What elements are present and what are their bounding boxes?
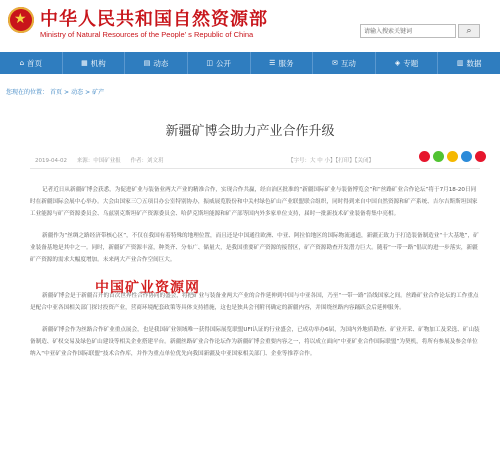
share-weibo-icon[interactable] bbox=[419, 151, 430, 162]
nav-item-home[interactable]: ⌂ 首页 bbox=[0, 52, 63, 74]
nav-item-interact[interactable]: ✉ 互动 bbox=[313, 52, 376, 74]
search-button[interactable] bbox=[458, 24, 480, 38]
building-icon: ▦ bbox=[81, 59, 88, 67]
article-paragraph: 新疆作为“丝绸之路经济带核心区”，不仅在我国有着特殊的地理位置，而且还是中国通往欧洲、中亚、阿拉伯地区的国际物流通道，新疆正致力于打造装备制造业“十大基地”，矿业装备基地是其中之一。同时，新疆矿产资源丰富，种类齐、分布广、储量大，是我国重要矿产资源的接替区，矿产资源勘查开发潜力巨大。随着“一带一路”倡议的进一步落实，新疆矿产资源的需求大幅度增加。未来两大产业合作空间巨大。 bbox=[30, 233, 479, 263]
nav-item-news[interactable]: ▤ 动态 bbox=[125, 52, 188, 74]
article-date: 2019-04-02 bbox=[35, 158, 67, 164]
article-paragraph: 记者近日从新疆矿博会获悉，为促进矿业与装备业两大产业的精准合作，实现合作共赢，经自治区批准的“新疆国际矿业与装备博览会”和“丝路矿业合作论坛”将于7月18-20日同时在新疆国际会展中心举办。大会由国家三〇五项目办公室特别协办，振威展览股份和中关村绿色矿山产业联盟联合组织，同时得到来自中国自然资源和矿产系统、吉尔吉斯斯坦国家工业能源与矿产资源委员会、乌兹别克斯坦矿产资源委员会、哈萨克斯坦能源和矿产部等国内外多家单位支持，届时一批新技术矿业装备将集中亮相。 bbox=[30, 187, 478, 217]
divider bbox=[30, 168, 480, 169]
watermark: 中国矿业资源网 bbox=[95, 280, 200, 296]
site-subtitle: Ministry of Natural Resources of the People' s Republic of China bbox=[40, 30, 254, 39]
article-paragraph: 新疆矿博会是于新疆召开的首次世界性合作协同的盛会，将把矿业与装备业两大产业的合作延伸到中国与中亚各国，乃至“一带一路”沿线国家之间。丝路矿业合作论坛的工作重点是配合中亚各国相关部门探讨投资产业，营商环境配套政策等具体支持措施，这也是独具会刊附刊确定的新疆内容，并围绕丝路内容踊跃会后延伸服务。 bbox=[30, 293, 479, 311]
nav-item-service[interactable]: ☰ 服务 bbox=[251, 52, 314, 74]
home-icon: ⌂ bbox=[19, 59, 25, 67]
share-tencent-icon[interactable] bbox=[461, 151, 472, 162]
breadcrumb-home[interactable]: 首页 bbox=[50, 89, 63, 96]
nav-item-topic[interactable]: ◈ 专题 bbox=[376, 52, 439, 74]
article-tools[interactable]: 【字号：大 中 小】【打印】【关闭】 bbox=[288, 158, 374, 164]
chat-icon: ✉ bbox=[332, 59, 338, 67]
article-meta bbox=[35, 156, 172, 164]
article-source: 来源：中国矿业报 bbox=[76, 158, 121, 164]
main-nav bbox=[0, 52, 500, 74]
site-header bbox=[0, 0, 500, 52]
topic-icon: ◈ bbox=[394, 59, 401, 67]
share-renren-icon[interactable] bbox=[475, 151, 486, 162]
share-qzone-icon[interactable] bbox=[447, 151, 458, 162]
breadcrumb: 您现在的位置： 首页 > 动态 > 矿产 bbox=[6, 89, 105, 96]
nav-item-org[interactable]: ▦ 机构 bbox=[63, 52, 126, 74]
article-paragraph: 新疆矿博会作为丝路合作矿业重点展会，也是我国矿业领域唯一获得国际展览联盟UFI认证的行业盛会，已成功举办6届，为国内外地质勘查、矿业开采、矿物加工及采选、矿山装备制造、矿权交易及绿色矿山建设等相关企业搭建平台。新疆丝路矿业合作论坛作为新疆矿博会重要内容之一，将以成立面向“中亚矿业合作国际联盟”为契机，将所有参展及参会单位纳入“中亚矿业合作国际联盟”技术合作库，并作为重点单位优先向我国新疆及中亚国家相关部门、企业等推荐合作。 bbox=[30, 327, 480, 357]
article-author: 作者：刘文玥 bbox=[130, 158, 164, 164]
share-bar bbox=[416, 151, 486, 162]
nav-item-data[interactable]: ▥ 数据 bbox=[456, 58, 482, 68]
national-emblem-icon: ★ bbox=[8, 7, 34, 33]
search-icon: ⌕ bbox=[466, 26, 472, 36]
share-wechat-icon[interactable] bbox=[433, 151, 444, 162]
open-icon: ◫ bbox=[206, 59, 213, 67]
breadcrumb-news[interactable]: 动态 bbox=[71, 89, 84, 96]
site-title[interactable]: 中华人民共和国自然资源部 bbox=[40, 9, 268, 30]
nav-item-open[interactable]: ◫ 公开 bbox=[188, 52, 251, 74]
breadcrumb-minerals[interactable]: 矿产 bbox=[92, 89, 105, 96]
search-input[interactable]: 请输入搜索关键词 bbox=[360, 24, 456, 38]
article-title: 新疆矿博会助力产业合作升级 bbox=[165, 124, 335, 139]
data-icon: ▥ bbox=[456, 59, 464, 67]
service-icon: ☰ bbox=[269, 59, 276, 67]
news-icon: ▤ bbox=[143, 59, 151, 67]
